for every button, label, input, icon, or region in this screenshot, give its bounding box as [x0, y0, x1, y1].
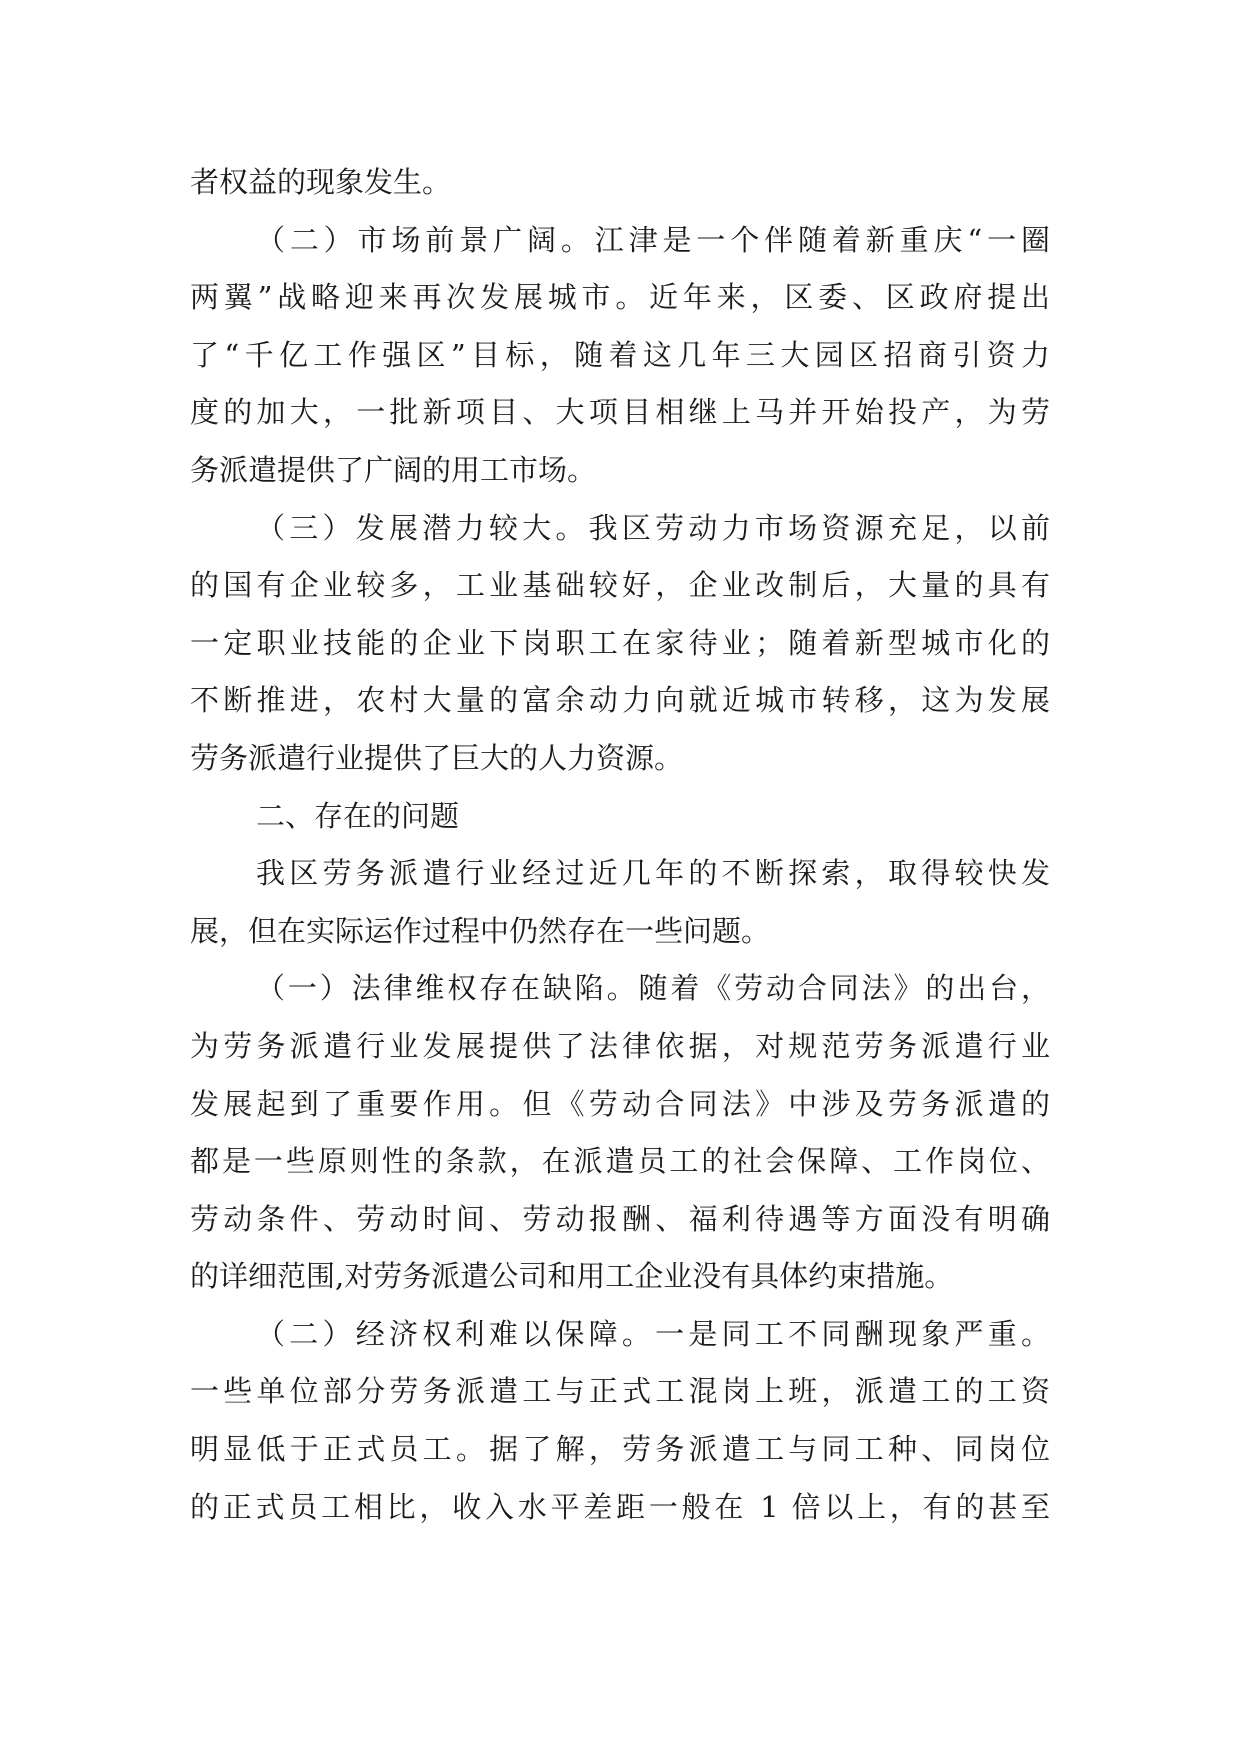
text-line: 度的加大，一批新项目、大项目相继上马并开始投产，为劳: [190, 395, 1050, 430]
section-heading: 二、存在的问题: [256, 798, 460, 833]
text-line: 发展起到了重要作用。但《劳动合同法》中涉及劳务派遣的: [190, 1086, 1050, 1121]
text-line: 为劳务派遣行业发展提供了法律依据，对规范劳务派遣行业: [190, 1028, 1050, 1063]
text-line: 一定职业技能的企业下岗职工在家待业；随着新型城市化的: [190, 625, 1050, 660]
text-line: 的国有企业较多，工业基础较好，企业改制后，大量的具有: [190, 568, 1050, 603]
text-line: 劳务派遣行业提供了巨大的人力资源。: [190, 740, 684, 775]
text-line: 一些单位部分劳务派遣工与正式工混岗上班，派遣工的工资: [190, 1374, 1050, 1409]
text-line: 者权益的现象发生。: [190, 165, 452, 199]
text-line: 明显低于正式员工。据了解，劳务派遣工与同工种、同岗位: [190, 1432, 1050, 1467]
text-line: 都是一些原则性的条款，在派遣员工的社会保障、工作岗位、: [190, 1144, 1050, 1179]
document-body: [190, 154, 1050, 1536]
paragraph-first-line: 我区劳务派遣行业经过近几年的不断探索，取得较快发: [256, 856, 1050, 891]
text-line: 展，但在实际运作过程中仍然存在一些问题。: [190, 913, 771, 948]
text-line: 了“千亿工作强区”目标，随着这几年三大园区招商引资力: [190, 337, 1050, 372]
text-line: 的详细范围,对劳务派遣公司和用工企业没有具体约束措施。: [190, 1259, 954, 1294]
paragraph-first-line: （一）法律维权存在缺陷。随着《劳动合同法》的出台，: [256, 971, 1050, 1006]
text-line: 两翼”战略迎来再次发展城市。近年来，区委、区政府提出: [190, 280, 1050, 315]
text-line: 劳动条件、劳动时间、劳动报酬、福利待遇等方面没有明确: [190, 1201, 1050, 1236]
text-line: 的正式员工相比，收入水平差距一般在 1 倍以上，有的甚至: [190, 1489, 1050, 1524]
paragraph-first-line: （二）市场前景广阔。江津是一个伴随着新重庆“一圈: [256, 222, 1050, 257]
text-line: 务派遣提供了广阔的用工市场。: [190, 452, 597, 487]
paragraph-first-line: （三）发展潜力较大。我区劳动力市场资源充足，以前: [256, 510, 1050, 545]
paragraph-first-line: （二）经济权利难以保障。一是同工不同酬现象严重。: [256, 1316, 1050, 1351]
text-line: 不断推进，农村大量的富余动力向就近城市转移，这为发展: [190, 683, 1050, 718]
